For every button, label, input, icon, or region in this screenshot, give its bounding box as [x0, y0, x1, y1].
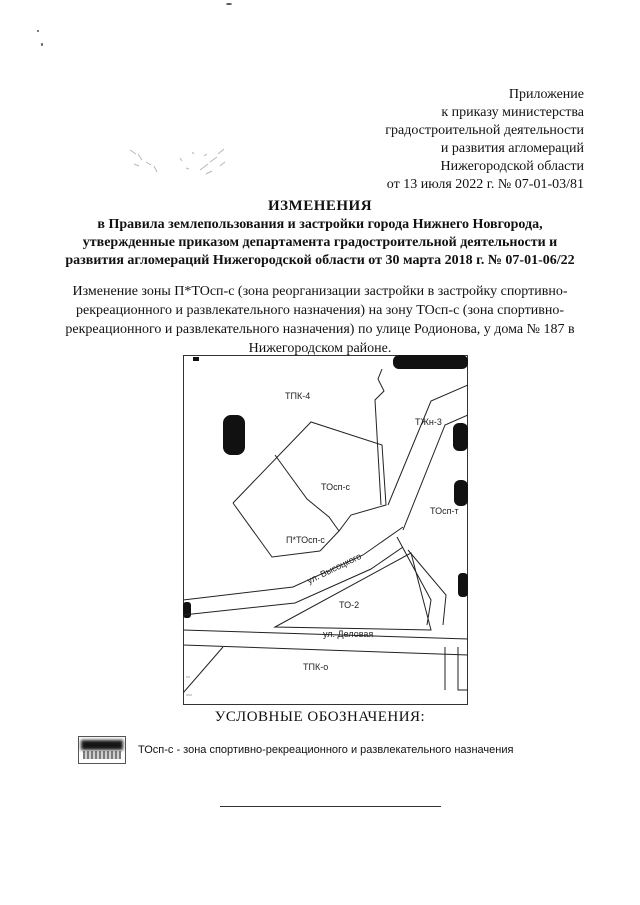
subtitle-line: развития агломераций Нижегородской области от 30 марта 2018 г. № 07-01-06/22 — [65, 253, 575, 268]
faint-stamp-mark — [120, 140, 250, 188]
document-title: ИЗМЕНЕНИЯ — [267, 198, 373, 214]
dark-blob — [183, 602, 191, 618]
zone-label-tzhn3: ТЖн-3 — [415, 417, 442, 427]
subtitle-line: утвержденные приказом департамента градостроительной деятельности и — [82, 235, 558, 250]
dark-blob — [193, 357, 199, 361]
map-frame — [184, 356, 468, 705]
zoning-map — [183, 355, 468, 705]
appendix-line: градостроительной деятельности — [385, 123, 584, 138]
zone-label-tpk4: ТПК-4 — [285, 391, 311, 401]
appendix-line: от 13 июля 2022 г. № 07-01-03/81 — [386, 177, 584, 192]
legend-item-label: ТОсп-с - зона спортивно-рекреационного и развлекательного назначения — [138, 744, 514, 756]
zone-label-to2: ТО-2 — [339, 600, 360, 610]
dark-blob — [223, 415, 245, 455]
document-subtitle — [30, 216, 610, 270]
zone-label-p-tosp-s: П*ТОсп-с — [286, 535, 325, 545]
appendix-line: Приложение — [508, 87, 584, 102]
scan-speck — [37, 30, 39, 32]
dark-blob — [453, 423, 468, 451]
street-label-delovaya: ул. Деловая — [323, 629, 374, 639]
appendix-line: и развития агломераций — [440, 141, 584, 156]
subtitle-line: в Правила землепользования и застройки города Нижнего Новгорода, — [97, 217, 543, 232]
scan-speck — [226, 3, 232, 5]
dark-blob — [454, 480, 468, 506]
description-line: Изменение зоны П*ТОсп-с (зона реорганизации застройки в застройку спортивно- — [72, 284, 568, 299]
closing-divider — [220, 806, 441, 807]
zone-label-tpk-o: ТПК-о — [303, 662, 329, 672]
legend-title: УСЛОВНЫЕ ОБОЗНАЧЕНИЯ: — [214, 709, 426, 725]
description-line: рекреационного и развлекательного назначения) на зону ТОсп-с (зона спортивно- — [75, 303, 564, 318]
description-line: рекреационного и развлекательного назначения) по улице Родионова, у дома № 187 в — [65, 322, 575, 337]
dark-blob — [393, 355, 468, 369]
legend-item — [78, 736, 513, 764]
dark-blob — [458, 573, 468, 597]
description-line: Нижегородском районе. — [248, 341, 392, 356]
appendix-block — [385, 86, 584, 194]
zone-label-tosp-s: ТОсп-с — [321, 482, 350, 492]
zone-label-tosp-t: ТОсп-т — [430, 506, 459, 516]
legend-swatch — [78, 736, 126, 764]
appendix-line: к приказу министерства — [441, 105, 584, 120]
street-label-vysotskogo: ул. Высоцкого — [305, 550, 363, 586]
appendix-line: Нижегородской области — [440, 159, 584, 174]
change-description — [40, 282, 600, 358]
scan-speck — [41, 43, 43, 46]
